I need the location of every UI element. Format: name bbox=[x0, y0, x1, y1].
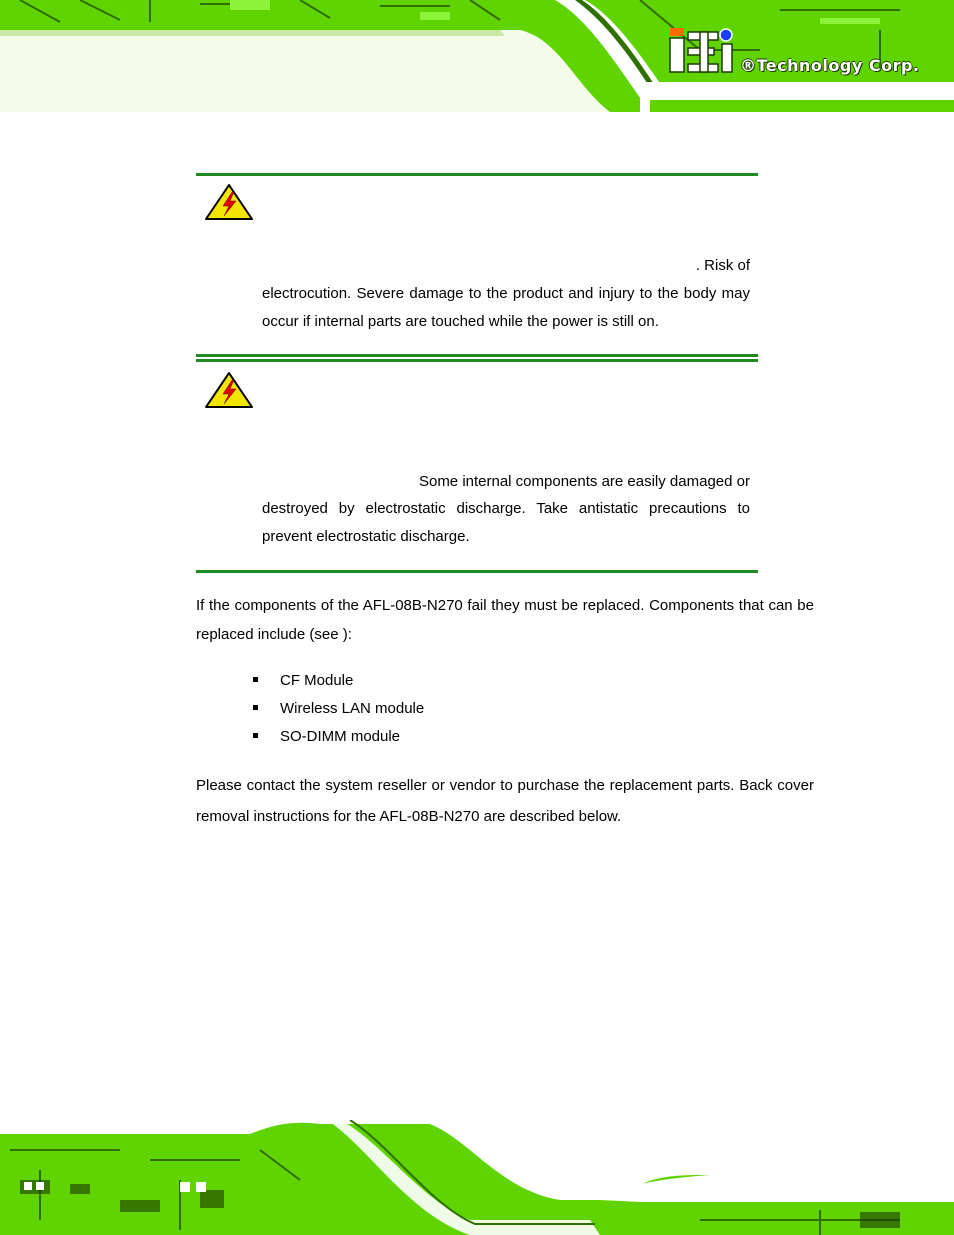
warning-bottom-rule bbox=[196, 570, 758, 573]
intro-paragraph: If the components of the AFL-08B-N270 fail they must be replaced. Components that can be replaced include (see ): bbox=[196, 597, 814, 643]
warning-top-rule bbox=[196, 173, 758, 176]
replaceable-components-list bbox=[252, 667, 424, 751]
warning-2-first-line: Some internal components are easily damaged or bbox=[418, 473, 750, 490]
warning-1-text: electrocution. Severe damage to the product and injury to the body may occur if internal parts are touched while the power is still on. bbox=[262, 285, 750, 330]
footer-pcb-banner bbox=[0, 1120, 954, 1235]
company-logo-text: ®Technology Corp. bbox=[740, 56, 920, 75]
list-item: Wireless LAN module bbox=[252, 695, 424, 723]
bullet-square-icon bbox=[253, 733, 258, 738]
bullet-square-icon bbox=[253, 677, 258, 682]
warning-2-text: destroyed by electrostatic discharge. Take antistatic precautions to prevent electrostatic discharge. bbox=[262, 500, 750, 545]
warning-lightning-icon bbox=[204, 371, 254, 409]
warning-divider-rule bbox=[196, 354, 758, 362]
list-item: CF Module bbox=[252, 667, 424, 695]
warning-1-first-line: . Risk of bbox=[695, 257, 750, 274]
bullet-square-icon bbox=[253, 705, 258, 710]
outro-paragraph: Please contact the system reseller or vendor to purchase the replacement parts. Back cover removal instructions for the AFL-08B-N270 are described below. bbox=[196, 777, 814, 825]
list-item: SO-DIMM module bbox=[252, 723, 424, 751]
warning-lightning-icon bbox=[204, 183, 254, 221]
